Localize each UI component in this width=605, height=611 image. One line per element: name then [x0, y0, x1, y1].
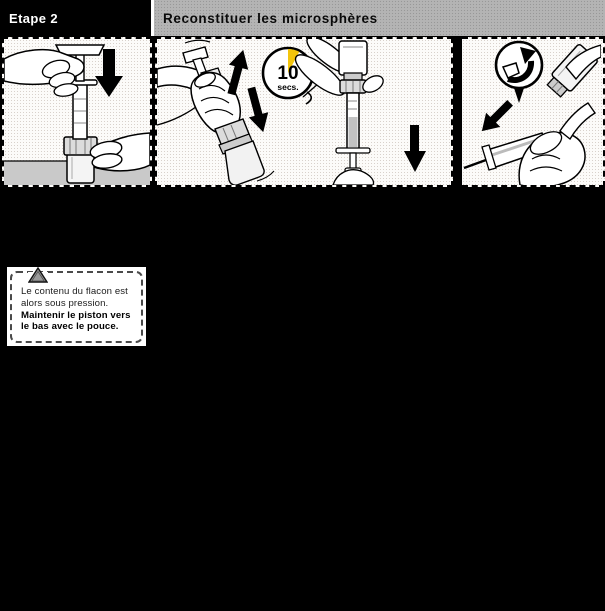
- pressure-warning-box: [7, 267, 146, 346]
- panel-shake-and-invert: [155, 37, 453, 187]
- inverted-vial: [339, 41, 367, 81]
- down-arrow-icon: [95, 49, 123, 97]
- section-title-text: Reconstituer les microsphères: [163, 10, 378, 26]
- vial-adapter: [340, 80, 366, 93]
- vial-and-adapter: [215, 119, 274, 185]
- panel-separator-bar: [453, 37, 462, 187]
- illustration-unscrew-vial: [462, 39, 601, 185]
- hand-pressing-plunger: [4, 50, 84, 98]
- timer-value: 10: [277, 63, 299, 84]
- panel-press-plunger-into-vial: [2, 37, 152, 187]
- remove-direction-arrow-icon: [475, 96, 517, 138]
- step-label-text: Etape 2: [9, 10, 59, 26]
- down-arrow-icon: [404, 125, 426, 172]
- vial: [67, 153, 94, 183]
- illustration-press-plunger: [4, 39, 150, 185]
- shaking-hand-scene: [157, 40, 274, 185]
- syringe-pointing-down: [336, 93, 370, 173]
- warning-triangle-icon: [28, 267, 48, 283]
- illustration-shake-invert: [157, 39, 451, 185]
- warning-dashed-border: [10, 271, 143, 343]
- warning-text: [21, 286, 137, 333]
- warning-line-bold: le bas avec le pouce.: [21, 321, 119, 333]
- warning-line-bold: Maintenir le piston vers: [21, 309, 131, 321]
- unscrew-rotation-icon: [496, 42, 542, 103]
- step-label: [0, 0, 151, 36]
- section-title-bar: [154, 0, 605, 36]
- warning-line: alors sous pression.: [21, 297, 109, 309]
- warning-line: Le contenu du flacon est: [21, 286, 128, 297]
- timer-unit: secs.: [277, 82, 299, 92]
- inverted-assembly-scene: [290, 39, 426, 185]
- panel-unscrew-vial: [462, 37, 605, 187]
- hand-holding-syringe: [464, 103, 595, 185]
